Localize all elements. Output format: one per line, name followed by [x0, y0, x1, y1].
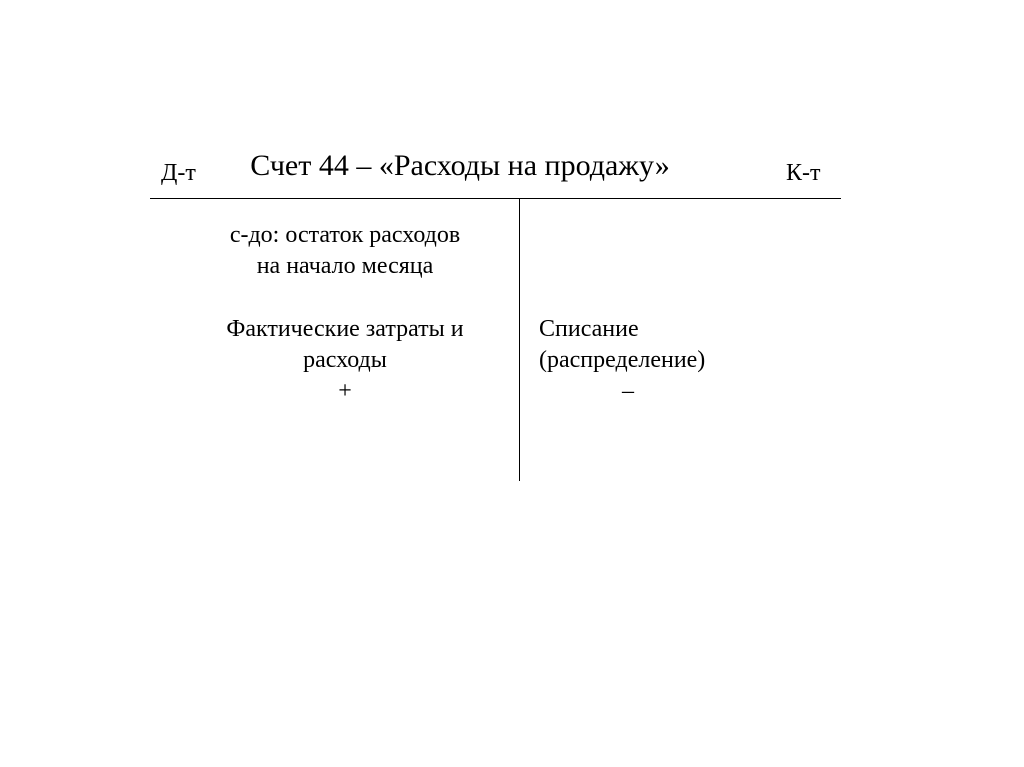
opening-balance-line-1: с-до: остаток расходов [229, 222, 461, 248]
credit-entries-line-2: (распределение) [539, 347, 706, 373]
debit-label: Д-т [161, 160, 196, 186]
debit-entries-line-2: расходы [303, 347, 387, 373]
credit-label: К-т [786, 160, 821, 186]
t-account-horizontal-line [150, 198, 841, 199]
debit-sign: + [338, 378, 352, 404]
credit-entries-line-1: Списание [539, 316, 639, 342]
opening-balance [150, 220, 540, 282]
account-title: Счет 44 – «Расходы на продажу» [250, 149, 670, 182]
opening-balance-line-2: на начало месяца [256, 253, 434, 279]
debit-entries [150, 314, 540, 407]
credit-sign: – [622, 378, 634, 404]
debit-entries-line-1: Фактические затраты и [226, 316, 464, 342]
credit-entries [539, 314, 705, 376]
